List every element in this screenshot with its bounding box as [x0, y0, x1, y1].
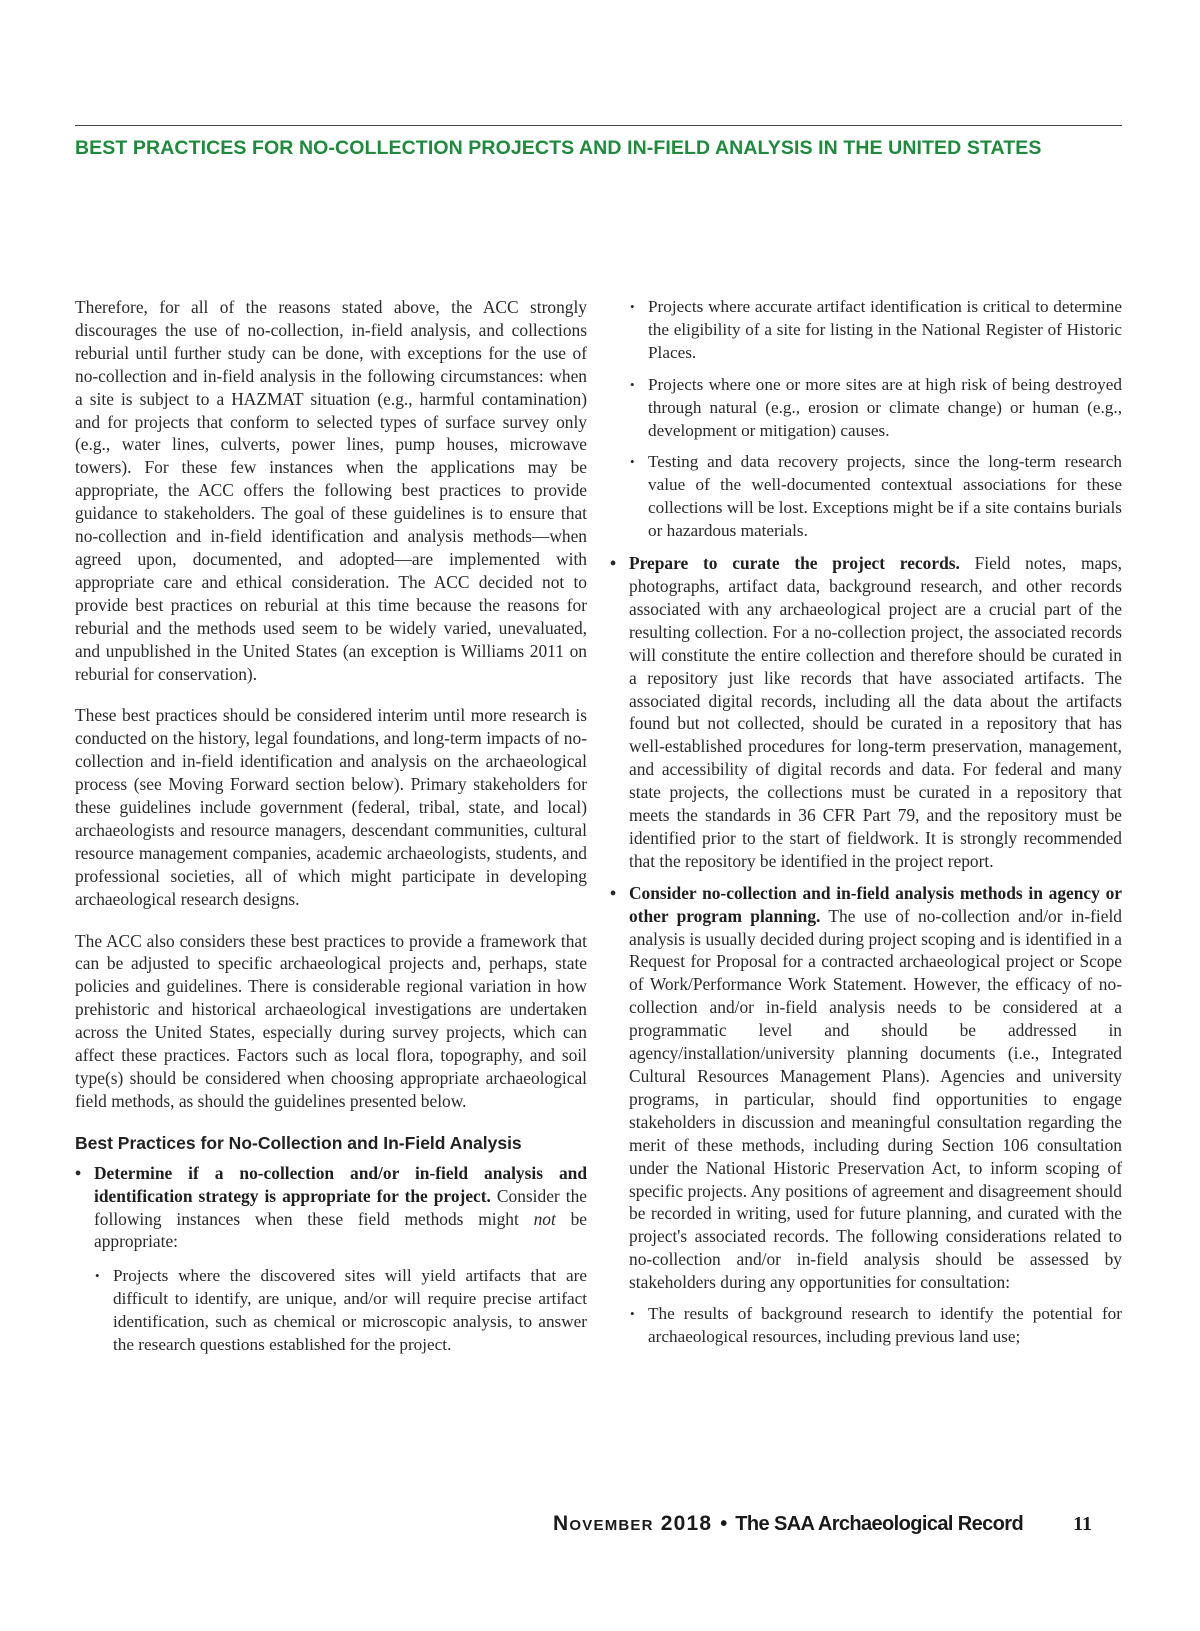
bullet-icon: •: [610, 553, 617, 574]
sub-bullet-icon: •: [630, 1306, 635, 1322]
sub-bullet-difficult-artifacts: [94, 1265, 587, 1357]
page-footer: [553, 1512, 1092, 1536]
bullet-icon: •: [75, 1162, 82, 1183]
footer-separator: •: [720, 1513, 728, 1535]
bullet-determine-strategy: [75, 1162, 587, 1254]
left-column: [75, 296, 587, 1366]
sub-bullet-text: Projects where accurate artifact identification is critical to determine the eligibility of a site for listing in the National Register of Historic Places.: [648, 297, 1122, 362]
page-number: 11: [1073, 1513, 1092, 1535]
header-rule: [75, 125, 1122, 126]
bullet-lead: Prepare to curate the project records.: [629, 553, 960, 574]
bullet-lead: Determine if a no-collection and/or in-field analysis and identification strategy is appropriate for the project.: [94, 1162, 587, 1206]
bullet-lead: Consider no-collection and in-field analysis methods in agency or other program planning.: [629, 882, 1122, 926]
sub-bullet-eligibility: [629, 296, 1122, 365]
sub-bullet-testing: [629, 451, 1122, 543]
sub-bullet-high-risk: [629, 374, 1122, 443]
sub-bullet-background-research: [629, 1303, 1122, 1349]
sub-bullet-text: Projects where one or more sites are at high risk of being destroyed through natural (e.g., erosion or climate change) or human (e.g., development or mitigation) causes.: [648, 374, 1122, 440]
bullet-program-planning: [610, 882, 1122, 1294]
bullet-icon: •: [610, 882, 617, 903]
sub-bullet-text: Testing and data recovery projects, since the long-term research value of the well-documented contextual associations for these collections will be lost. Exceptions might be if a site contains burials or hazardous materials.: [648, 452, 1122, 541]
sub-bullet-text: Projects where the discovered sites will yield artifacts that are difficult to identify, are unique, and/or will require precise artifact identification, such as chemical or microscopic analysis, to answer the research questions established for the project.: [113, 1266, 587, 1355]
page-header-title: BEST PRACTICES FOR NO-COLLECTION PROJECTS AND IN-FIELD ANALYSIS IN THE UNITED STATES: [75, 137, 1042, 159]
paragraph-reasons: Therefore, for all of the reasons stated above, the ACC strongly discourages the use of no-collection, in-field analysis, and collections reburial until further study can be done, with exceptions for the use of no-collection and in-field analysis in the following circumstances: when a site is subject to a HAZMAT situation (e.g., harmful contamination) and for projects that conform to selected types of surface survey only (e.g., water lines, culverts, power lines, pump houses, microwave towers). For these few instances when the applications may be appropriate, the ACC offers the following best practices to provide guidance to stakeholders. The goal of these guidelines is to ensure that no-collection and in-field identification and analysis methods—when agreed upon, documented, and adopted—are implemented with appropriate care and ethical consideration. The ACC decided not to provide best practices on reburial at this time because the reasons for reburial and the methods used seem to be widely varied, unevaluated, and unpublished in the United States (an exception is Williams 2011 on reburial for conservation).: [75, 297, 587, 684]
sub-bullet-icon: •: [630, 376, 635, 392]
footer-issue-date: November 2018: [553, 1512, 713, 1535]
bullet-text-end: be appropriate:: [94, 1208, 588, 1252]
bullet-text: Field notes, maps, photographs, artifact data, background research, and other records associated with any archaeological project are a crucial part of the resulting collection. For a no-collection project, the associated records will constitute the entire collection and therefore should be curated in a repository just like records that have associated artifacts. The associated digital records, including all the data about the artifacts found but not collected, should be curated in a repository that has well-established procedures for long-term preservation, management, and accessibility of digital records and data. For federal and many state projects, the collections must be curated in a repository that meets the standards in 36 CFR Part 79, and the repository must be identified prior to the start of fieldwork. It is strongly recommended that the repository be identified in the project report.: [629, 553, 1123, 871]
paragraph-interim: These best practices should be considered interim until more research is conducted on the history, legal foundations, and long-term impacts of no-collection and in-field identification and analysis on the archaeological process (see Moving Forward section below). Primary stakeholders for these guidelines include government (federal, tribal, state, and local) archaeologists and resource managers, descendant communities, cultural resource management companies, academic archaeologists, students, and professional societies, all of which might participate in developing archaeological research designs.: [75, 705, 587, 909]
sub-bullet-text: The results of background research to identify the potential for archaeological resources, including previous land use;: [648, 1304, 1122, 1346]
footer-publication: The SAA Archaeological Record: [735, 1513, 1024, 1535]
right-column: [610, 296, 1122, 1358]
sub-bullet-icon: •: [630, 454, 635, 470]
section-heading: Best Practices for No-Collection and In-Field Analysis: [75, 1132, 522, 1153]
bullet-text: The use of no-collection and/or in-field analysis is usually decided during project scoping and is identified in a Request for Proposal for a contracted archaeological project or Scope of Work/Performance Work Statement. However, the efficacy of no-collection and/or in-field analysis needs to be considered at a programmatic level and should be addressed in agency/installation/university planning documents (i.e., Integrated Cultural Resources Management Plans). Agencies and university programs, in particular, should find opportunities to engage stakeholders in discussion and meaningful consultation regarding the merit of these methods, including during Section 106 consultation under the National Historic Preservation Act, to inform scoping of specific projects. Any positions of agreement and disagreement should be recorded in writing, used for future planning, and curated with the project's associated records. The following considerations related to no-collection and/or in-field analysis should be assessed by stakeholders during any opportunities for consultation:: [629, 905, 1123, 1293]
bullet-text: Consider the following instances when these field methods might: [94, 1185, 587, 1229]
sub-bullet-icon: •: [95, 1268, 100, 1284]
bullet-emphasis: not: [533, 1208, 556, 1229]
bullet-curate-records: [610, 552, 1122, 873]
sub-bullet-icon: •: [630, 299, 635, 314]
paragraph-framework: The ACC also considers these best practices to provide a framework that can be adjusted to specific archaeological projects and, perhaps, state policies and guidelines. There is considerable regional variation in how prehistoric and historical archaeological investigations are undertaken across the United States, especially during survey projects, which can affect these practices. Factors such as local flora, topography, and soil type(s) should be considered when choosing appropriate archaeological field methods, as should the guidelines presented below.: [75, 930, 587, 1111]
